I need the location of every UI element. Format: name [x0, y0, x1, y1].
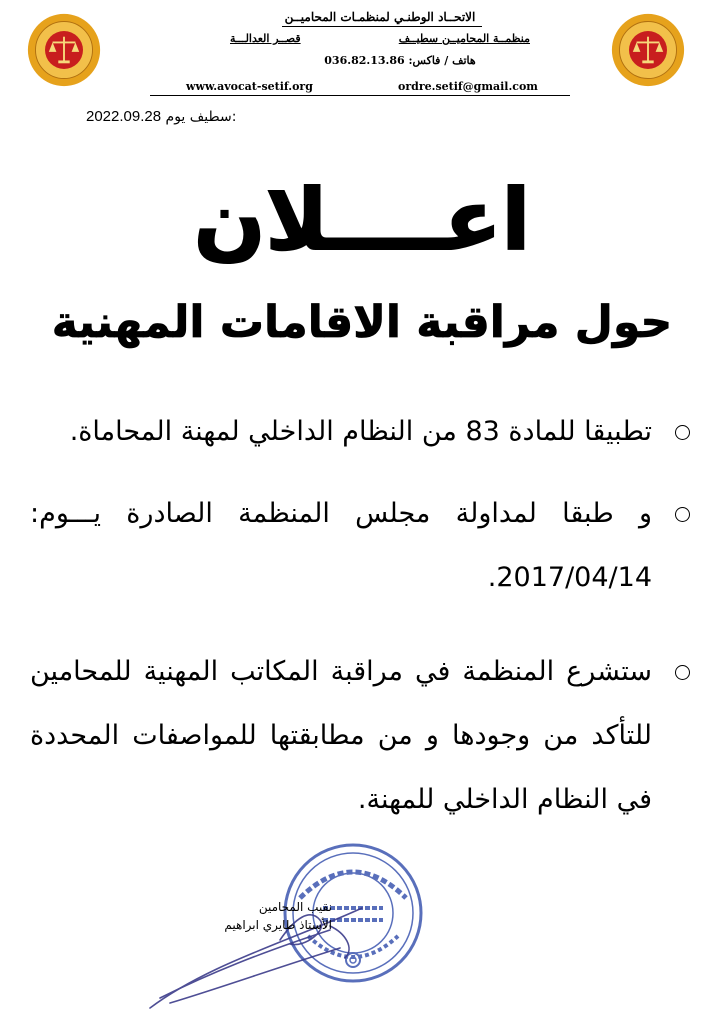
circle-bullet-icon: [675, 425, 690, 440]
bar-association-logo-right: [610, 12, 686, 88]
header-divider: [150, 95, 570, 96]
list-item-text: ستشرع المنظمة في مراقبة المكاتب المهنية للمحامين للتأكد من وجودها و من مطابقتها للمواصفات المحددة في النظام الداخلي للمهنة.: [30, 656, 652, 815]
list-item-text: تطبيقا للمادة 83 من النظام الداخلي لمهنة المحاماة.: [69, 416, 652, 447]
signatory-name: الأستاذ طايري ابراهيم: [224, 918, 332, 932]
list-item-text: و طبقا لمداولة مجلس المنظمة الصادرة يـــوم: 2017/04/14.: [30, 498, 652, 593]
header-divider-short: [282, 26, 482, 27]
circle-bullet-icon: [675, 665, 690, 680]
header-address: قصــر العدالـــة: [230, 32, 301, 45]
list-item: [30, 640, 690, 832]
header-organization: منظمــة المحاميــن سطيــف: [398, 32, 530, 45]
handwritten-signature: [130, 878, 380, 1018]
header-union-name: الاتحــاد الوطنـي لمنظمـات المحاميــن: [284, 10, 476, 24]
date-label: سطيف يوم:: [165, 109, 237, 125]
phone-label: هاتف / فاكس:: [408, 54, 476, 67]
list-item: [30, 482, 690, 610]
document-date: 2022.09.28: [86, 108, 162, 125]
header-email[interactable]: ordre.setif@gmail.com: [398, 80, 538, 93]
circle-bullet-icon: [675, 507, 690, 522]
bar-association-logo-left: [26, 12, 102, 88]
date-line: [86, 108, 256, 125]
signatory-title: نقيب المحامين: [258, 900, 332, 914]
header-phone-line: [300, 54, 500, 67]
phone-number: 036.82.13.86: [324, 54, 405, 67]
list-item: [30, 400, 690, 464]
announcement-subtitle: حول مراقبة الاقامات المهنية: [51, 297, 673, 348]
header-website[interactable]: www.avocat-setif.org: [186, 80, 313, 93]
announcement-title: اعــــلان: [193, 171, 531, 269]
